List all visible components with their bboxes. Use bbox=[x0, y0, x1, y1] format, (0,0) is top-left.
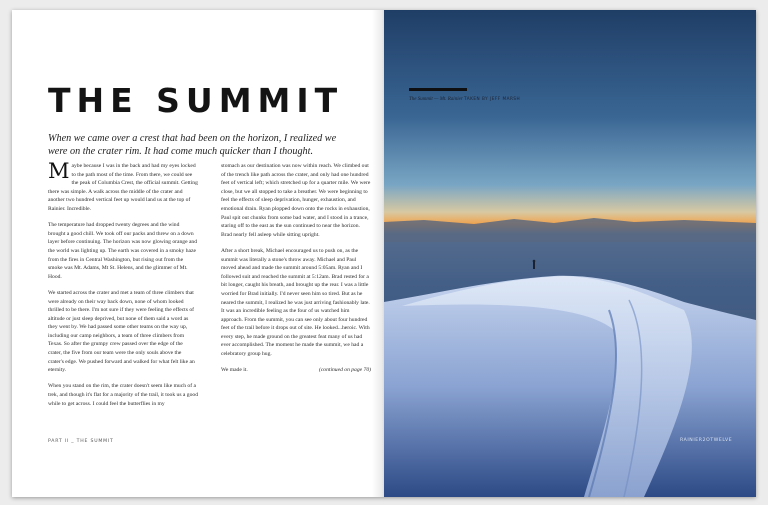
photo-caption bbox=[409, 96, 520, 102]
magazine-spread bbox=[12, 10, 756, 497]
text-column-1 bbox=[48, 159, 198, 416]
closing-line bbox=[221, 366, 371, 375]
paragraph-text: aybe because I was in the back and had my eyes locked to the path most of the time. From there, we could see the peak of Columbia Crest, the official summit. Getting there was simple. A walk across the middle of the crater and another two hundred vertical feet up would land us at the top of Rainier. Incredible. bbox=[48, 163, 198, 212]
paragraph: The temperature had dropped twenty degrees and the wind brought a good chill. We took off our packs and threw on a down layer before continuing. The horizon was now glowing orange and the world was lighting up. The earth was covered in a smoky haze from the fires in Central Washington, but rising out from the smoke was Mt. Adams, Mt St. Helens, and the glimmer of Mt. Hood. bbox=[48, 222, 198, 280]
caption-title: The Summit — Mt. Rainier bbox=[409, 97, 463, 102]
article-deck: When we came over a crest that had been on the horizon, I realized we were on the crater rim. It had come much quicker than I thought. bbox=[48, 133, 337, 157]
left-page bbox=[12, 10, 384, 497]
paragraph: We started across the crater and met a team of three climbers that were already on their way back down, none of whom looked thrilled to be there. I'm not sure if they were feeling the effects of altitude or just sleep deprived, but none of them said a word as they went by. We had passed some other teams on the way up, including our camp neighbors, a team of three climbers from Texas. So after the grumpy crew passed over the edge of the crater, the five from our team were the only souls above the crater's edge. We pushed forward and walked for what felt like an eternity. bbox=[48, 289, 195, 374]
right-page bbox=[384, 10, 756, 497]
article-title: THE SUMMIT bbox=[48, 81, 344, 120]
caption-rule bbox=[409, 88, 467, 91]
summit-photo bbox=[384, 10, 756, 497]
paragraph: stomach as our destination was now within reach. We climbed out of the trench like path across the crater, and only had one hundred feet of vertical left; which stretched up for a quarter mile. We were close, but we all stopped to take a breather. We were beginning to feel the effects of sleep deprivation, hunger, exhaustion, and emotional drain. Ryan plopped down onto the rocks in exhaustion, Paul spit out chunks from some bad water, and I stood in a trance, staring off to the east as the sun continued to near the horizon. Brad nearly fell asleep while sitting upright. bbox=[221, 163, 371, 238]
page-footer-left: PART II _ THE SUMMIT bbox=[48, 439, 114, 444]
drop-cap: M bbox=[48, 159, 70, 183]
paragraph bbox=[48, 159, 198, 214]
paragraph: When you stand on the rim, the crater doesn't seem like much of a trek, and though it's flat for a majority of the trail, it took us a good while to get across. I could feel the butterflies in my bbox=[48, 383, 198, 407]
page-footer-right: RAINIER2OTWELVE bbox=[680, 438, 733, 443]
text-column-2 bbox=[221, 162, 371, 375]
closing-text: We made it. bbox=[221, 367, 248, 374]
caption-credit: TAKEN BY JEFF MARSH bbox=[464, 96, 521, 101]
continued-note: (continued on page 70) bbox=[318, 367, 371, 374]
paragraph: After a short break, Michael encouraged us to push on, as the summit was literally a stone's throw away. Michael and Paul moved ahead and made the summit around 5:05am. Ryan and I followed suit and reached the summit at 5:12am. Brad rested for a bit longer, caught his breath, and brought up the rear. I was a little worried for Brad initially. I'd never seen him so tired. But as he neared the summit, I realized he was just arriving fashionably late. It was an incredible feeling as the four of us watched him approach. From the summit, you can see only about four hundred feet of the trail before it drops out of site. He looked...heroic. With every step, he made ground on the greatest feat many of us had ever accomplished. The moment he made the summit, we had a celebratory group hug. bbox=[221, 247, 370, 358]
